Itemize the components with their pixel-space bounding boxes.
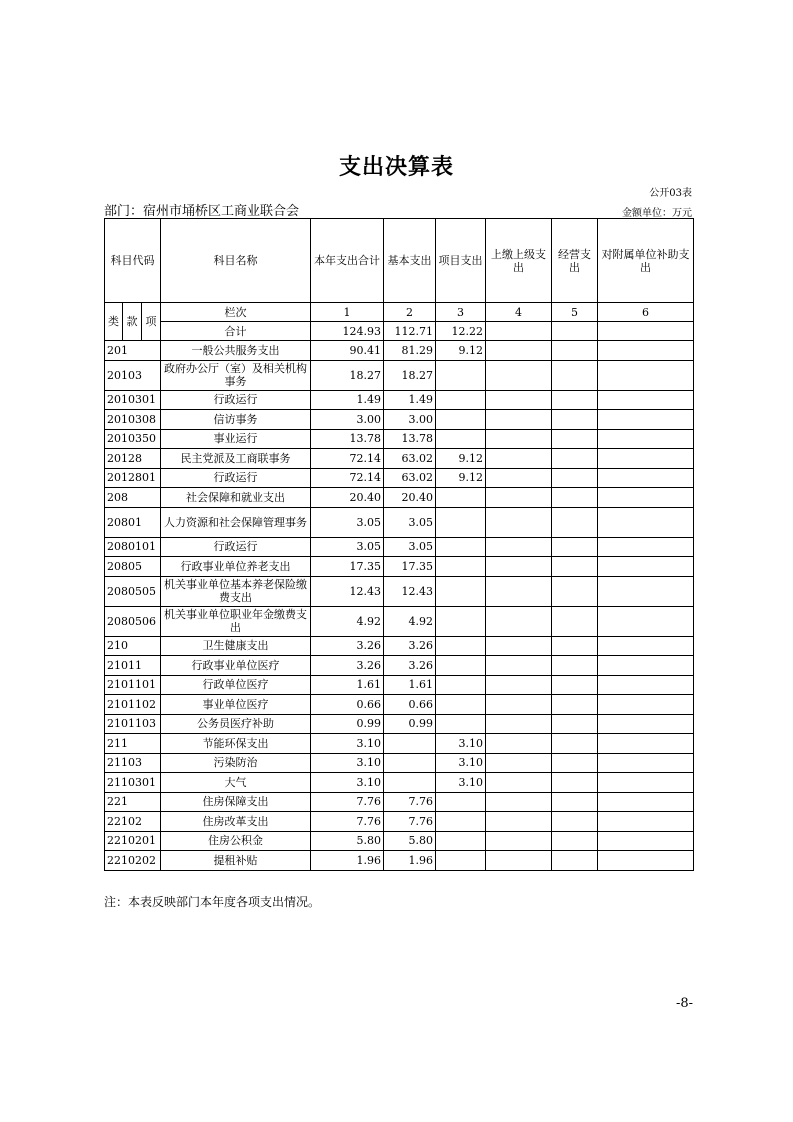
row-subsidy	[598, 656, 694, 676]
row-name: 一般公共服务支出	[161, 341, 311, 361]
page-title: 支出决算表	[338, 155, 454, 180]
row-name: 行政运行	[161, 468, 311, 488]
row-upper	[486, 656, 552, 676]
header-code: 科目代码	[105, 219, 161, 303]
col-index-4: 4	[486, 303, 552, 322]
row-operating	[552, 675, 598, 695]
row-operating	[552, 734, 598, 754]
department-label: 部门：宿州市埇桥区工商业联合会	[104, 204, 300, 219]
row-name: 社会保障和就业支出	[161, 488, 311, 508]
row-project	[436, 695, 486, 715]
table-row	[105, 656, 694, 676]
row-name: 信访事务	[161, 410, 311, 430]
row-name: 机关事业单位职业年金缴费支出	[161, 606, 311, 636]
row-upper	[486, 773, 552, 793]
row-project	[436, 557, 486, 577]
row-basic: 5.80	[384, 831, 436, 851]
row-upper	[486, 576, 552, 606]
row-code: 2080505	[105, 576, 161, 606]
row-subsidy	[598, 537, 694, 557]
row-upper	[486, 675, 552, 695]
row-subsidy	[598, 410, 694, 430]
row-upper	[486, 390, 552, 410]
row-total: 4.92	[311, 606, 384, 636]
row-subsidy	[598, 429, 694, 449]
row-operating	[552, 714, 598, 734]
row-project	[436, 410, 486, 430]
row-subsidy	[598, 576, 694, 606]
row-basic	[384, 773, 436, 793]
total-subsidy	[598, 322, 694, 341]
col-index-6: 6	[598, 303, 694, 322]
row-code: 20805	[105, 557, 161, 577]
total-upper	[486, 322, 552, 341]
row-total: 3.05	[311, 507, 384, 537]
row-upper	[486, 410, 552, 430]
header-basic: 基本支出	[384, 219, 436, 303]
total-label: 合计	[161, 322, 311, 341]
row-basic: 1.96	[384, 851, 436, 871]
row-project	[436, 831, 486, 851]
row-project	[436, 636, 486, 656]
row-operating	[552, 468, 598, 488]
row-project	[436, 429, 486, 449]
row-subsidy	[598, 557, 694, 577]
row-operating	[552, 753, 598, 773]
row-project	[436, 537, 486, 557]
total-amount: 124.93	[311, 322, 384, 341]
row-project: 9.12	[436, 341, 486, 361]
page-number: -8-	[675, 996, 693, 1011]
table-row	[105, 390, 694, 410]
row-upper	[486, 468, 552, 488]
row-total: 3.00	[311, 410, 384, 430]
row-code: 2210201	[105, 831, 161, 851]
row-subsidy	[598, 468, 694, 488]
row-name: 行政运行	[161, 390, 311, 410]
row-name: 行政事业单位养老支出	[161, 557, 311, 577]
row-project	[436, 360, 486, 390]
row-total: 0.66	[311, 695, 384, 715]
row-upper	[486, 606, 552, 636]
table-row	[105, 636, 694, 656]
table-row	[105, 468, 694, 488]
row-project	[436, 792, 486, 812]
row-subsidy	[598, 488, 694, 508]
row-operating	[552, 410, 598, 430]
row-basic: 63.02	[384, 468, 436, 488]
row-name: 行政事业单位医疗	[161, 656, 311, 676]
row-basic: 7.76	[384, 812, 436, 832]
row-upper	[486, 360, 552, 390]
row-subsidy	[598, 851, 694, 871]
row-upper	[486, 449, 552, 469]
row-project	[436, 488, 486, 508]
table-row	[105, 675, 694, 695]
row-project	[436, 714, 486, 734]
row-basic: 13.78	[384, 429, 436, 449]
row-operating	[552, 773, 598, 793]
row-total: 3.10	[311, 773, 384, 793]
row-project	[436, 576, 486, 606]
header-subsidy: 对附属单位补助支出	[598, 219, 694, 303]
row-subsidy	[598, 606, 694, 636]
row-project	[436, 390, 486, 410]
row-upper	[486, 636, 552, 656]
row-subsidy	[598, 695, 694, 715]
row-project	[436, 675, 486, 695]
total-row	[105, 322, 694, 341]
row-name: 大气	[161, 773, 311, 793]
row-code: 2010350	[105, 429, 161, 449]
row-code: 221	[105, 792, 161, 812]
row-operating	[552, 537, 598, 557]
row-code: 210	[105, 636, 161, 656]
row-subsidy	[598, 734, 694, 754]
row-subsidy	[598, 675, 694, 695]
table-row	[105, 537, 694, 557]
row-total: 1.49	[311, 390, 384, 410]
row-total: 72.14	[311, 449, 384, 469]
row-upper	[486, 714, 552, 734]
column-index-row	[105, 303, 694, 322]
row-total: 1.96	[311, 851, 384, 871]
row-basic: 3.00	[384, 410, 436, 430]
row-subsidy	[598, 507, 694, 537]
total-operating	[552, 322, 598, 341]
row-subsidy	[598, 792, 694, 812]
header-upper: 上缴上级支出	[486, 219, 552, 303]
row-total: 7.76	[311, 792, 384, 812]
row-subsidy	[598, 714, 694, 734]
row-total: 3.26	[311, 636, 384, 656]
row-operating	[552, 695, 598, 715]
header-operating: 经营支出	[552, 219, 598, 303]
row-operating	[552, 557, 598, 577]
row-code: 2101102	[105, 695, 161, 715]
row-basic: 17.35	[384, 557, 436, 577]
row-basic: 12.43	[384, 576, 436, 606]
row-name: 行政运行	[161, 537, 311, 557]
total-basic: 112.71	[384, 322, 436, 341]
row-operating	[552, 390, 598, 410]
row-total: 17.35	[311, 557, 384, 577]
row-project: 9.12	[436, 468, 486, 488]
expenditure-table	[104, 218, 694, 871]
row-code: 21103	[105, 753, 161, 773]
total-project: 12.22	[436, 322, 486, 341]
row-project	[436, 606, 486, 636]
table-row	[105, 410, 694, 430]
row-operating	[552, 507, 598, 537]
row-basic: 3.26	[384, 636, 436, 656]
row-subsidy	[598, 831, 694, 851]
row-name: 机关事业单位基本养老保险缴费支出	[161, 576, 311, 606]
row-basic: 4.92	[384, 606, 436, 636]
row-name: 节能环保支出	[161, 734, 311, 754]
row-name: 政府办公厅（室）及相关机构事务	[161, 360, 311, 390]
row-code: 20128	[105, 449, 161, 469]
row-code: 2101103	[105, 714, 161, 734]
header-total: 本年支出合计	[311, 219, 384, 303]
row-total: 0.99	[311, 714, 384, 734]
row-name: 民主党派及工商联事务	[161, 449, 311, 469]
row-name: 事业运行	[161, 429, 311, 449]
row-name: 住房改革支出	[161, 812, 311, 832]
row-upper	[486, 851, 552, 871]
table-row	[105, 606, 694, 636]
row-operating	[552, 656, 598, 676]
row-code: 2080101	[105, 537, 161, 557]
row-project: 3.10	[436, 753, 486, 773]
row-subsidy	[598, 753, 694, 773]
row-project: 3.10	[436, 734, 486, 754]
row-code: 2010308	[105, 410, 161, 430]
row-upper	[486, 695, 552, 715]
row-total: 7.76	[311, 812, 384, 832]
row-project	[436, 812, 486, 832]
row-code: 2012801	[105, 468, 161, 488]
col-index-2: 2	[384, 303, 436, 322]
row-name: 提租补贴	[161, 851, 311, 871]
row-subsidy	[598, 360, 694, 390]
table-row	[105, 695, 694, 715]
table-row	[105, 714, 694, 734]
row-basic: 1.61	[384, 675, 436, 695]
row-code: 21011	[105, 656, 161, 676]
form-number: 公开03表	[649, 188, 692, 199]
table-row	[105, 831, 694, 851]
row-upper	[486, 734, 552, 754]
row-operating	[552, 341, 598, 361]
row-project	[436, 656, 486, 676]
table-row	[105, 449, 694, 469]
table-row	[105, 734, 694, 754]
row-upper	[486, 812, 552, 832]
row-upper	[486, 792, 552, 812]
row-total: 13.78	[311, 429, 384, 449]
row-operating	[552, 449, 598, 469]
row-total: 3.26	[311, 656, 384, 676]
row-name: 人力资源和社会保障管理事务	[161, 507, 311, 537]
row-project: 3.10	[436, 773, 486, 793]
row-upper	[486, 341, 552, 361]
row-operating	[552, 488, 598, 508]
row-name: 卫生健康支出	[161, 636, 311, 656]
row-subsidy	[598, 449, 694, 469]
table-row	[105, 557, 694, 577]
row-total: 72.14	[311, 468, 384, 488]
table-row	[105, 507, 694, 537]
row-operating	[552, 792, 598, 812]
header-kuan: 款	[123, 303, 142, 341]
header-lei: 类	[105, 303, 123, 341]
row-total: 1.61	[311, 675, 384, 695]
header-name: 科目名称	[161, 219, 311, 303]
table-row	[105, 851, 694, 871]
row-name: 事业单位医疗	[161, 695, 311, 715]
row-basic: 81.29	[384, 341, 436, 361]
row-name: 住房公积金	[161, 831, 311, 851]
row-subsidy	[598, 812, 694, 832]
row-code: 20801	[105, 507, 161, 537]
col-index-5: 5	[552, 303, 598, 322]
table-row	[105, 488, 694, 508]
row-code: 2210202	[105, 851, 161, 871]
row-total: 3.10	[311, 734, 384, 754]
table-row	[105, 341, 694, 361]
row-code: 201	[105, 341, 161, 361]
table-row	[105, 429, 694, 449]
row-total: 12.43	[311, 576, 384, 606]
row-upper	[486, 831, 552, 851]
row-code: 208	[105, 488, 161, 508]
row-operating	[552, 606, 598, 636]
row-basic: 3.26	[384, 656, 436, 676]
table-row	[105, 792, 694, 812]
row-name: 污染防治	[161, 753, 311, 773]
row-total: 18.27	[311, 360, 384, 390]
row-basic	[384, 753, 436, 773]
row-basic: 20.40	[384, 488, 436, 508]
row-operating	[552, 360, 598, 390]
row-basic: 18.27	[384, 360, 436, 390]
row-operating	[552, 636, 598, 656]
row-name: 住房保障支出	[161, 792, 311, 812]
row-code: 2101101	[105, 675, 161, 695]
row-operating	[552, 831, 598, 851]
header-lanci: 栏次	[161, 303, 311, 322]
row-total: 5.80	[311, 831, 384, 851]
row-operating	[552, 576, 598, 606]
row-basic	[384, 734, 436, 754]
unit-label: 金额单位：万元	[622, 208, 692, 219]
table-note: 注：本表反映部门本年度各项支出情况。	[104, 895, 321, 909]
row-name: 公务员医疗补助	[161, 714, 311, 734]
header-project: 项目支出	[436, 219, 486, 303]
row-basic: 1.49	[384, 390, 436, 410]
row-name: 行政单位医疗	[161, 675, 311, 695]
row-basic: 63.02	[384, 449, 436, 469]
row-subsidy	[598, 341, 694, 361]
row-basic: 3.05	[384, 507, 436, 537]
header-xiang: 项	[142, 303, 161, 341]
row-subsidy	[598, 773, 694, 793]
row-code: 2010301	[105, 390, 161, 410]
col-index-1: 1	[311, 303, 384, 322]
col-index-3: 3	[436, 303, 486, 322]
table-row	[105, 773, 694, 793]
row-code: 2110301	[105, 773, 161, 793]
table-row	[105, 812, 694, 832]
row-upper	[486, 429, 552, 449]
row-subsidy	[598, 390, 694, 410]
row-total: 3.05	[311, 537, 384, 557]
row-operating	[552, 812, 598, 832]
row-total: 3.10	[311, 753, 384, 773]
row-basic: 3.05	[384, 537, 436, 557]
table-row	[105, 753, 694, 773]
row-subsidy	[598, 636, 694, 656]
row-basic: 0.66	[384, 695, 436, 715]
row-total: 20.40	[311, 488, 384, 508]
row-upper	[486, 537, 552, 557]
row-code: 20103	[105, 360, 161, 390]
row-basic: 0.99	[384, 714, 436, 734]
row-upper	[486, 753, 552, 773]
table-row	[105, 360, 694, 390]
header-row	[105, 219, 694, 303]
row-upper	[486, 507, 552, 537]
row-operating	[552, 429, 598, 449]
row-project	[436, 851, 486, 871]
row-upper	[486, 488, 552, 508]
row-total: 90.41	[311, 341, 384, 361]
row-code: 2080506	[105, 606, 161, 636]
row-upper	[486, 557, 552, 577]
row-operating	[552, 851, 598, 871]
row-project: 9.12	[436, 449, 486, 469]
row-code: 22102	[105, 812, 161, 832]
row-code: 211	[105, 734, 161, 754]
row-project	[436, 507, 486, 537]
row-basic: 7.76	[384, 792, 436, 812]
table-row	[105, 576, 694, 606]
